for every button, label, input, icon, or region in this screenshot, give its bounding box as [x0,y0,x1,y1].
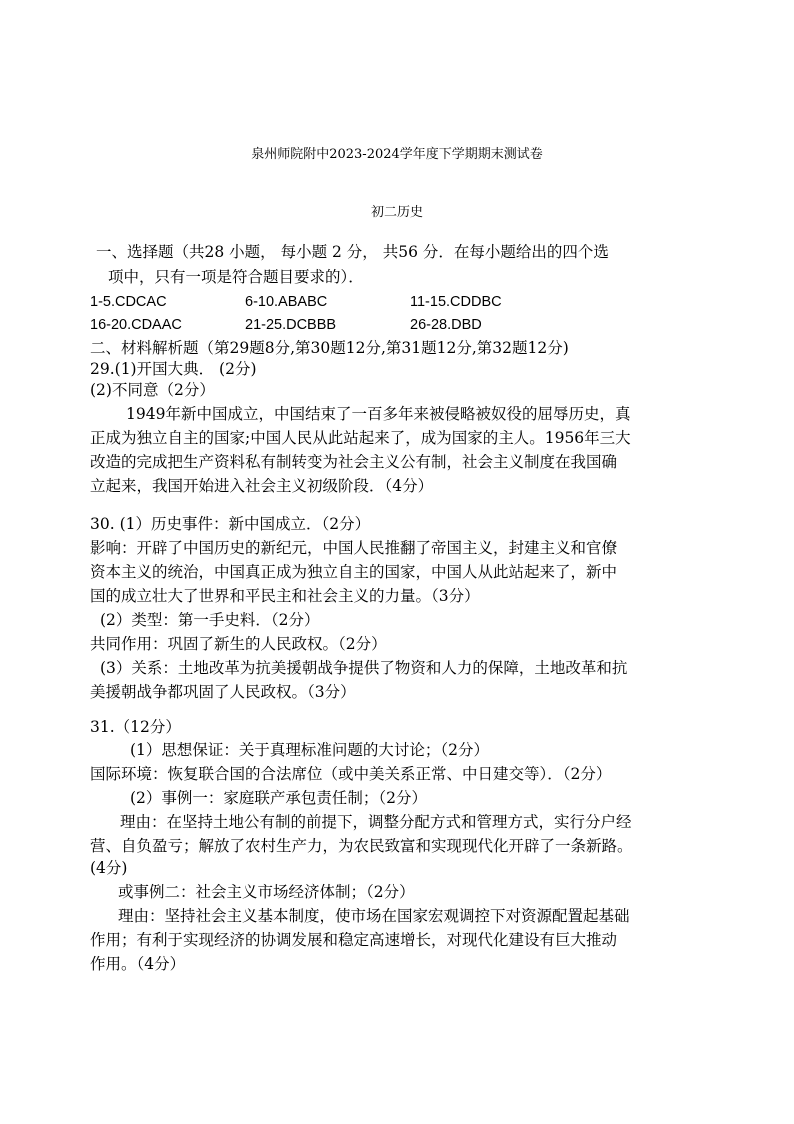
q31-line6: 营、自负盈亏；解放了农村生产力，为农民致富和实现现代化开辟了一条新路。 [90,837,633,855]
q31-line3: 国际环境：恢复联合国的合法席位（或中美关系正常、中日建交等）．（2分） [90,765,612,783]
q29-line4: 正成为独立自主的国家;中国人民从此站起来了，成为国家的主人。1956年三大 [90,429,631,447]
section2-heading: 二、材料解析题（第29题8分,第30题12分,第31题12分,第32题12分) [90,339,569,357]
q29-line5: 改造的完成把生产资料私有制转变为社会主义公有制，社会主义制度在我国确 [90,453,618,471]
q29-line2: (2)不同意（2分） [90,381,215,399]
answer-21-25: 21-25.DCBBB [245,317,337,333]
answer-1-5: 1-5.CDCAC [90,294,167,310]
q30-line6: 共同作用：巩固了新生的人民政权。（2分） [90,635,387,653]
q30-line8: 美援朝战争都巩固了人民政权。（3分） [90,683,356,701]
q31-line8: 或事例二：社会主义市场经济体制；（2分） [118,883,415,901]
q29-line1: 29.(1)开国大典． (2分) [90,360,257,378]
page-title: 泉州师院附中2023-2024学年度下学期期末测试卷 [251,147,543,162]
answer-16-20: 16-20.CDAAC [90,317,182,333]
q31-line4: (2）事例一：家庭联产承包责任制；（2分） [130,789,428,807]
q31-line9: 理由：坚持社会主义基本制度，使市场在国家宏观调控下对资源配置起基础 [118,907,630,925]
q29-line3: 1949年新中国成立，中国结束了一百多年来被侵略被奴役的屈辱历史，真 [126,405,631,423]
page-subtitle: 初二历史 [370,205,423,220]
section1-heading-line1: 一、选择题（共28 小题， 每小题 2 分， 共56 分．在每小题给出的四个选 [96,243,609,261]
answer-11-15: 11-15.CDDBC [410,294,502,310]
q31-line7: (4分) [90,859,128,877]
q30-line3: 资本主义的统治，中国真正成为独立自主的国家，中国人从此站起来了，新中 [90,563,618,581]
q30-line5: (2）类型：第一手史料．（2分） [100,611,320,629]
q31-line10: 作用；有利于实现经济的协调发展和稳定高速增长，对现代化建设有巨大推动 [90,931,618,949]
q30-line1: 30. (1）历史事件：新中国成立．（2分） [90,515,371,533]
q29-line6: 立起来，我国开始进入社会主义初级阶段．（4分） [90,477,434,495]
q31-line5: 理由：在坚持土地公有制的前提下，调整分配方式和管理方式，实行分户经 [120,813,632,831]
q30-line4: 国的成立壮大了世界和平民主和社会主义的力量。（3分） [90,587,480,605]
q31-line1: 31.（12分） [90,718,181,736]
q30-line7: (3）关系：土地改革为抗美援朝战争提供了物资和人力的保障，土地改革和抗 [100,659,628,677]
answer-6-10: 6-10.ABABC [245,294,328,310]
answer-26-28: 26-28.DBD [410,317,482,333]
q30-line2: 影响：开辟了中国历史的新纪元，中国人民推翻了帝国主义，封建主义和官僚 [90,539,618,557]
section1-heading-line2: 项中，只有一项是符合题目要求的）． [108,268,364,286]
q31-line2: (1）思想保证：关于真理标准问题的大讨论；（2分） [130,741,490,759]
q31-line11: 作用。（4分） [90,955,186,973]
